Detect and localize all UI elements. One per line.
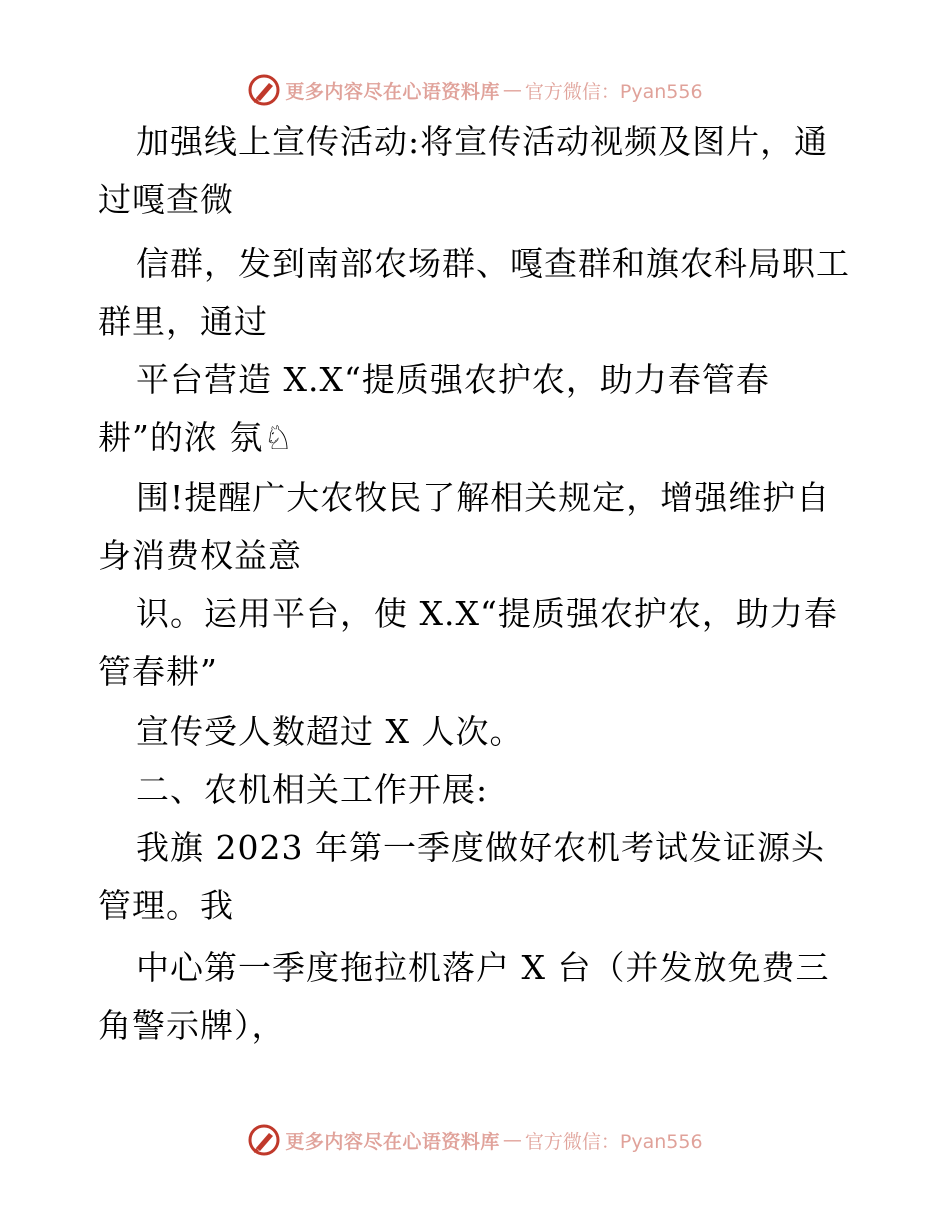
body-line: 二、农机相关工作开展: [136, 770, 489, 809]
footer-banner [0, 1120, 950, 1160]
body-line: 管理。我 [98, 886, 234, 925]
banner-dash: — [502, 1129, 522, 1151]
body-line: 角警示牌）， [98, 1006, 286, 1045]
banner-title: 更多内容尽在心语资料库 [285, 1130, 500, 1153]
banner-dash: — [502, 79, 522, 101]
body-line: 我旗 2023 年第一季度做好农机考试发证源头 [136, 828, 825, 867]
body-line: 群里，通过 [98, 302, 268, 341]
banner-title: 更多内容尽在心语资料库 [285, 80, 500, 103]
pen-logo-icon [247, 73, 281, 107]
banner-wechat: 官方微信：Pyan556 [524, 80, 703, 103]
body-line: 识。运用平台，使 X.X“提质强农护农，助力春 [136, 594, 838, 633]
body-line: 围!提醒广大农牧民了解相关规定，增强维护自 [136, 478, 831, 517]
body-line: 加强线上宣传活动:将宣传活动视频及图片，通 [136, 122, 829, 161]
header-banner [0, 70, 950, 110]
body-line: 中心第一季度拖拉机落户 X 台（并发放免费三 [136, 948, 830, 987]
body-line: 宣传受人数超过 X 人次。 [136, 712, 524, 751]
body-line: 平台营造 X.X“提质强农护农，助力春管春 [136, 360, 770, 399]
banner-wechat: 官方微信：Pyan556 [524, 1130, 703, 1153]
body-line: 耕”的浓 氛♘ [98, 418, 294, 457]
body-line: 管春耕” [98, 652, 218, 691]
body-line: 身消费权益意 [98, 536, 302, 575]
body-line: 过嘎查微 [98, 180, 234, 219]
pen-logo-icon [247, 1123, 281, 1157]
body-line: 信群，发到南部农场群、嘎查群和旗农科局职工 [136, 244, 850, 283]
